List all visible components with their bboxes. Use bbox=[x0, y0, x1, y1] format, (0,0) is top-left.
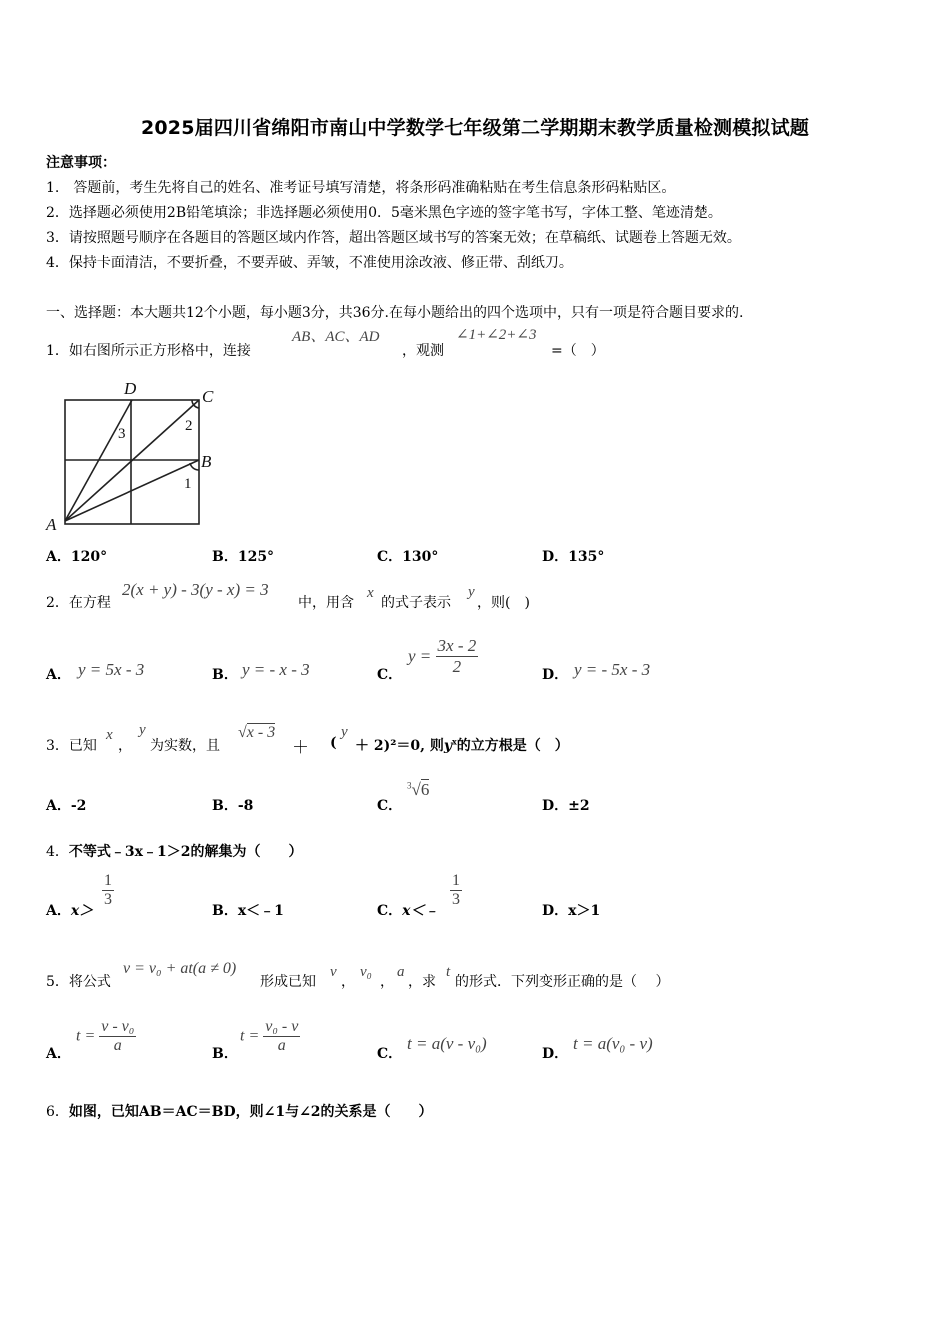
section-heading: 一、选择题：本大题共12个小题，每小题3分，共36分.在每小题给出的四个选项中，只有一项是符合题目要求的. bbox=[46, 305, 744, 321]
q3-num: 3． bbox=[46, 738, 69, 754]
q3-yx: y bbox=[443, 738, 453, 754]
notice-item-4: 4．保持卡面清洁，不要折叠，不要弄破、弄皱，不准使用涂改液、修正带、刮纸刀。 bbox=[46, 255, 573, 271]
q4-option-a[interactable] bbox=[46, 900, 93, 920]
q4-c-label: C． bbox=[377, 903, 403, 919]
q2-option-a-label[interactable]: A． bbox=[46, 667, 71, 683]
q5-option-c[interactable]: t = a(v - v₀) bbox=[407, 1034, 487, 1053]
q5-option-a[interactable] bbox=[76, 1018, 136, 1055]
q1-grid-figure bbox=[40, 378, 230, 534]
q2-option-c[interactable] bbox=[408, 636, 478, 677]
q5-t: t bbox=[446, 964, 451, 980]
q5-comma2: ， bbox=[380, 974, 394, 990]
q1-option-a[interactable]: A．120° bbox=[46, 549, 108, 565]
page-title: 2025届四川省绵阳市南山中学数学七年级第二学期期末教学质量检测模拟试题 bbox=[140, 117, 810, 139]
q3-sqrt: √x - 3 bbox=[238, 724, 276, 741]
notice-item-1: 1. 答题前，考生先将自己的姓名、准考证号填写清楚，将条形码准确粘贴在考生信息条形码粘贴区。 bbox=[46, 180, 676, 196]
q2-c-den: 2 bbox=[452, 657, 462, 676]
q4-option-c[interactable] bbox=[377, 900, 439, 920]
q3-paren: ( bbox=[330, 735, 337, 751]
fig-label-b: B bbox=[201, 452, 212, 471]
q1-text-c: =（ ） bbox=[551, 343, 605, 359]
q5-comma1: ， bbox=[341, 974, 355, 990]
q5-v0: v₀ bbox=[360, 964, 372, 980]
q3-text-a: 已知 bbox=[68, 738, 97, 754]
q5-option-b[interactable] bbox=[240, 1018, 300, 1055]
notice-heading: 注意事项： bbox=[46, 155, 116, 171]
q6-text: 如图，已知AB＝AC＝BD，则∠1与∠2的关系是（ ） bbox=[68, 1104, 433, 1120]
q5-option-c-label[interactable]: C． bbox=[377, 1046, 403, 1062]
q1-option-b[interactable]: B．125° bbox=[212, 549, 275, 565]
q5-a-num: v - v₀ bbox=[101, 1018, 135, 1035]
q4-a-num: 1 bbox=[104, 872, 112, 889]
q3-sqrt-inner: x - 3 bbox=[246, 724, 276, 741]
q3-text-d: 的立方根是（ ） bbox=[456, 738, 569, 754]
q2-c-lhs: y = bbox=[408, 646, 432, 666]
q2-math-x: x bbox=[367, 585, 374, 601]
q3-plus: ＋ bbox=[292, 738, 309, 758]
q1-math-b: ∠1+∠2+∠3 bbox=[456, 327, 537, 343]
q3-text-b: 为实数，且 bbox=[150, 738, 220, 754]
q5-num: 5． bbox=[46, 974, 69, 990]
q3-option-a[interactable]: A．-2 bbox=[46, 798, 87, 814]
fig-angle-2: 2 bbox=[185, 418, 193, 434]
fig-angle-1: 1 bbox=[184, 476, 192, 492]
notice-item-2: 2．选择题必须使用2B铅笔填涂；非选择题必须使用0．5毫米黑色字迹的签字笔书写，字体工整、笔迹清楚。 bbox=[46, 205, 722, 221]
fig-label-c: C bbox=[202, 387, 214, 406]
fig-angle-3: 3 bbox=[118, 426, 126, 442]
question-6 bbox=[46, 1101, 433, 1121]
q3-math-y2: y bbox=[341, 724, 348, 740]
q3-option-c[interactable]: $^3$√6 bbox=[407, 780, 430, 799]
q2-text-d: ，则( ) bbox=[477, 595, 530, 611]
q5-text-c: ，求 bbox=[408, 974, 436, 990]
q2-math-y: y bbox=[468, 584, 475, 600]
q2-option-d-label[interactable]: D． bbox=[542, 667, 569, 683]
q3-text-c-main: ＋ 2)²＝0, 则 bbox=[355, 738, 444, 754]
q3-option-b[interactable]: B．-8 bbox=[212, 798, 254, 814]
q4-text: 不等式﹣3x﹣1＞2的解集为（ ） bbox=[68, 844, 303, 860]
q1-text-a: 如右图所示正方形格中，连接 bbox=[68, 343, 251, 359]
q4-a-pre: x＞ bbox=[70, 903, 94, 919]
q3-option-c-label[interactable]: C． bbox=[377, 798, 403, 814]
q5-b-den: a bbox=[277, 1037, 286, 1054]
q4-a-den: 3 bbox=[104, 891, 112, 908]
question-4 bbox=[46, 841, 303, 861]
question-2 bbox=[46, 592, 111, 612]
q1-math-a: AB、AC、AD bbox=[292, 329, 380, 345]
q3-sep: ， bbox=[118, 738, 132, 754]
question-5 bbox=[46, 971, 111, 991]
q4-num: 4． bbox=[46, 844, 69, 860]
q4-c-pre: x＜﹣ bbox=[402, 903, 439, 919]
q2-option-c-label[interactable]: C． bbox=[377, 667, 403, 683]
q5-option-a-label[interactable]: A． bbox=[46, 1046, 71, 1062]
q4-c-num: 1 bbox=[452, 872, 460, 889]
q1-option-c[interactable]: C．130° bbox=[377, 549, 439, 565]
q5-option-b-label[interactable]: B． bbox=[212, 1046, 238, 1062]
q2-option-d[interactable]: y = - 5x - 3 bbox=[574, 660, 651, 679]
q5-a-den: a bbox=[113, 1037, 122, 1054]
q2-c-num: 3x - 2 bbox=[437, 636, 477, 655]
q5-text-a: 将公式 bbox=[68, 974, 111, 990]
q2-text-c: 的式子表示 bbox=[381, 595, 451, 611]
q4-a-frac bbox=[102, 872, 114, 909]
q5-formula: v = v₀ + at(a ≠ 0) bbox=[123, 960, 237, 977]
q4-option-d[interactable]: D．x＞1 bbox=[542, 903, 601, 919]
fig-label-d: D bbox=[124, 379, 137, 398]
q3-text-c bbox=[355, 735, 569, 755]
q5-b-lhs: t = bbox=[240, 1027, 260, 1045]
q2-text-a: 在方程 bbox=[68, 595, 111, 611]
notice-item-3: 3．请按照题号顺序在各题目的答题区域内作答，超出答题区域书写的答案无效；在草稿纸、试题卷上答题无效。 bbox=[46, 230, 741, 246]
q6-num: 6． bbox=[46, 1104, 69, 1120]
q2-text-b: 中，用含 bbox=[298, 595, 354, 611]
q2-option-b-label[interactable]: B． bbox=[212, 667, 238, 683]
q1-option-d[interactable]: D．135° bbox=[542, 549, 605, 565]
q5-option-d-label[interactable]: D． bbox=[542, 1046, 569, 1062]
q3-math-x: x bbox=[106, 727, 113, 743]
q3-c-root-inner: 6 bbox=[420, 780, 430, 799]
q3-c-root-index: 3 bbox=[407, 780, 412, 791]
q4-c-frac bbox=[450, 872, 462, 909]
q2-equation: 2(x + y) - 3(y - x) = 3 bbox=[122, 580, 269, 599]
q3-yx-sup: x bbox=[452, 736, 457, 747]
question-1 bbox=[46, 340, 251, 360]
q5-b-num: v₀ - v bbox=[265, 1018, 299, 1035]
q5-a: a bbox=[397, 964, 405, 980]
q1-text-b: ，观测 bbox=[402, 343, 444, 359]
q3-math-y: y bbox=[139, 722, 146, 738]
q3-option-d[interactable]: D．±2 bbox=[542, 798, 590, 814]
q5-v: v bbox=[330, 964, 337, 980]
q5-text-b: 形成已知 bbox=[260, 974, 316, 990]
q4-option-b[interactable]: B．x＜﹣1 bbox=[212, 903, 284, 919]
fig-label-a: A bbox=[46, 515, 57, 534]
q4-a-label: A． bbox=[46, 903, 71, 919]
q2-num: 2． bbox=[46, 595, 69, 611]
q5-a-lhs: t = bbox=[76, 1027, 96, 1045]
q2-option-a[interactable]: y = 5x - 3 bbox=[78, 660, 145, 679]
q4-c-den: 3 bbox=[452, 891, 460, 908]
question-3 bbox=[46, 735, 97, 755]
q5-option-d[interactable]: t = a(v₀ - v) bbox=[573, 1034, 653, 1053]
q1-num: 1． bbox=[46, 343, 69, 359]
q5-text-d: 的形式．下列变形正确的是（ ） bbox=[455, 974, 670, 990]
q2-option-b[interactable]: y = - x - 3 bbox=[242, 660, 310, 679]
